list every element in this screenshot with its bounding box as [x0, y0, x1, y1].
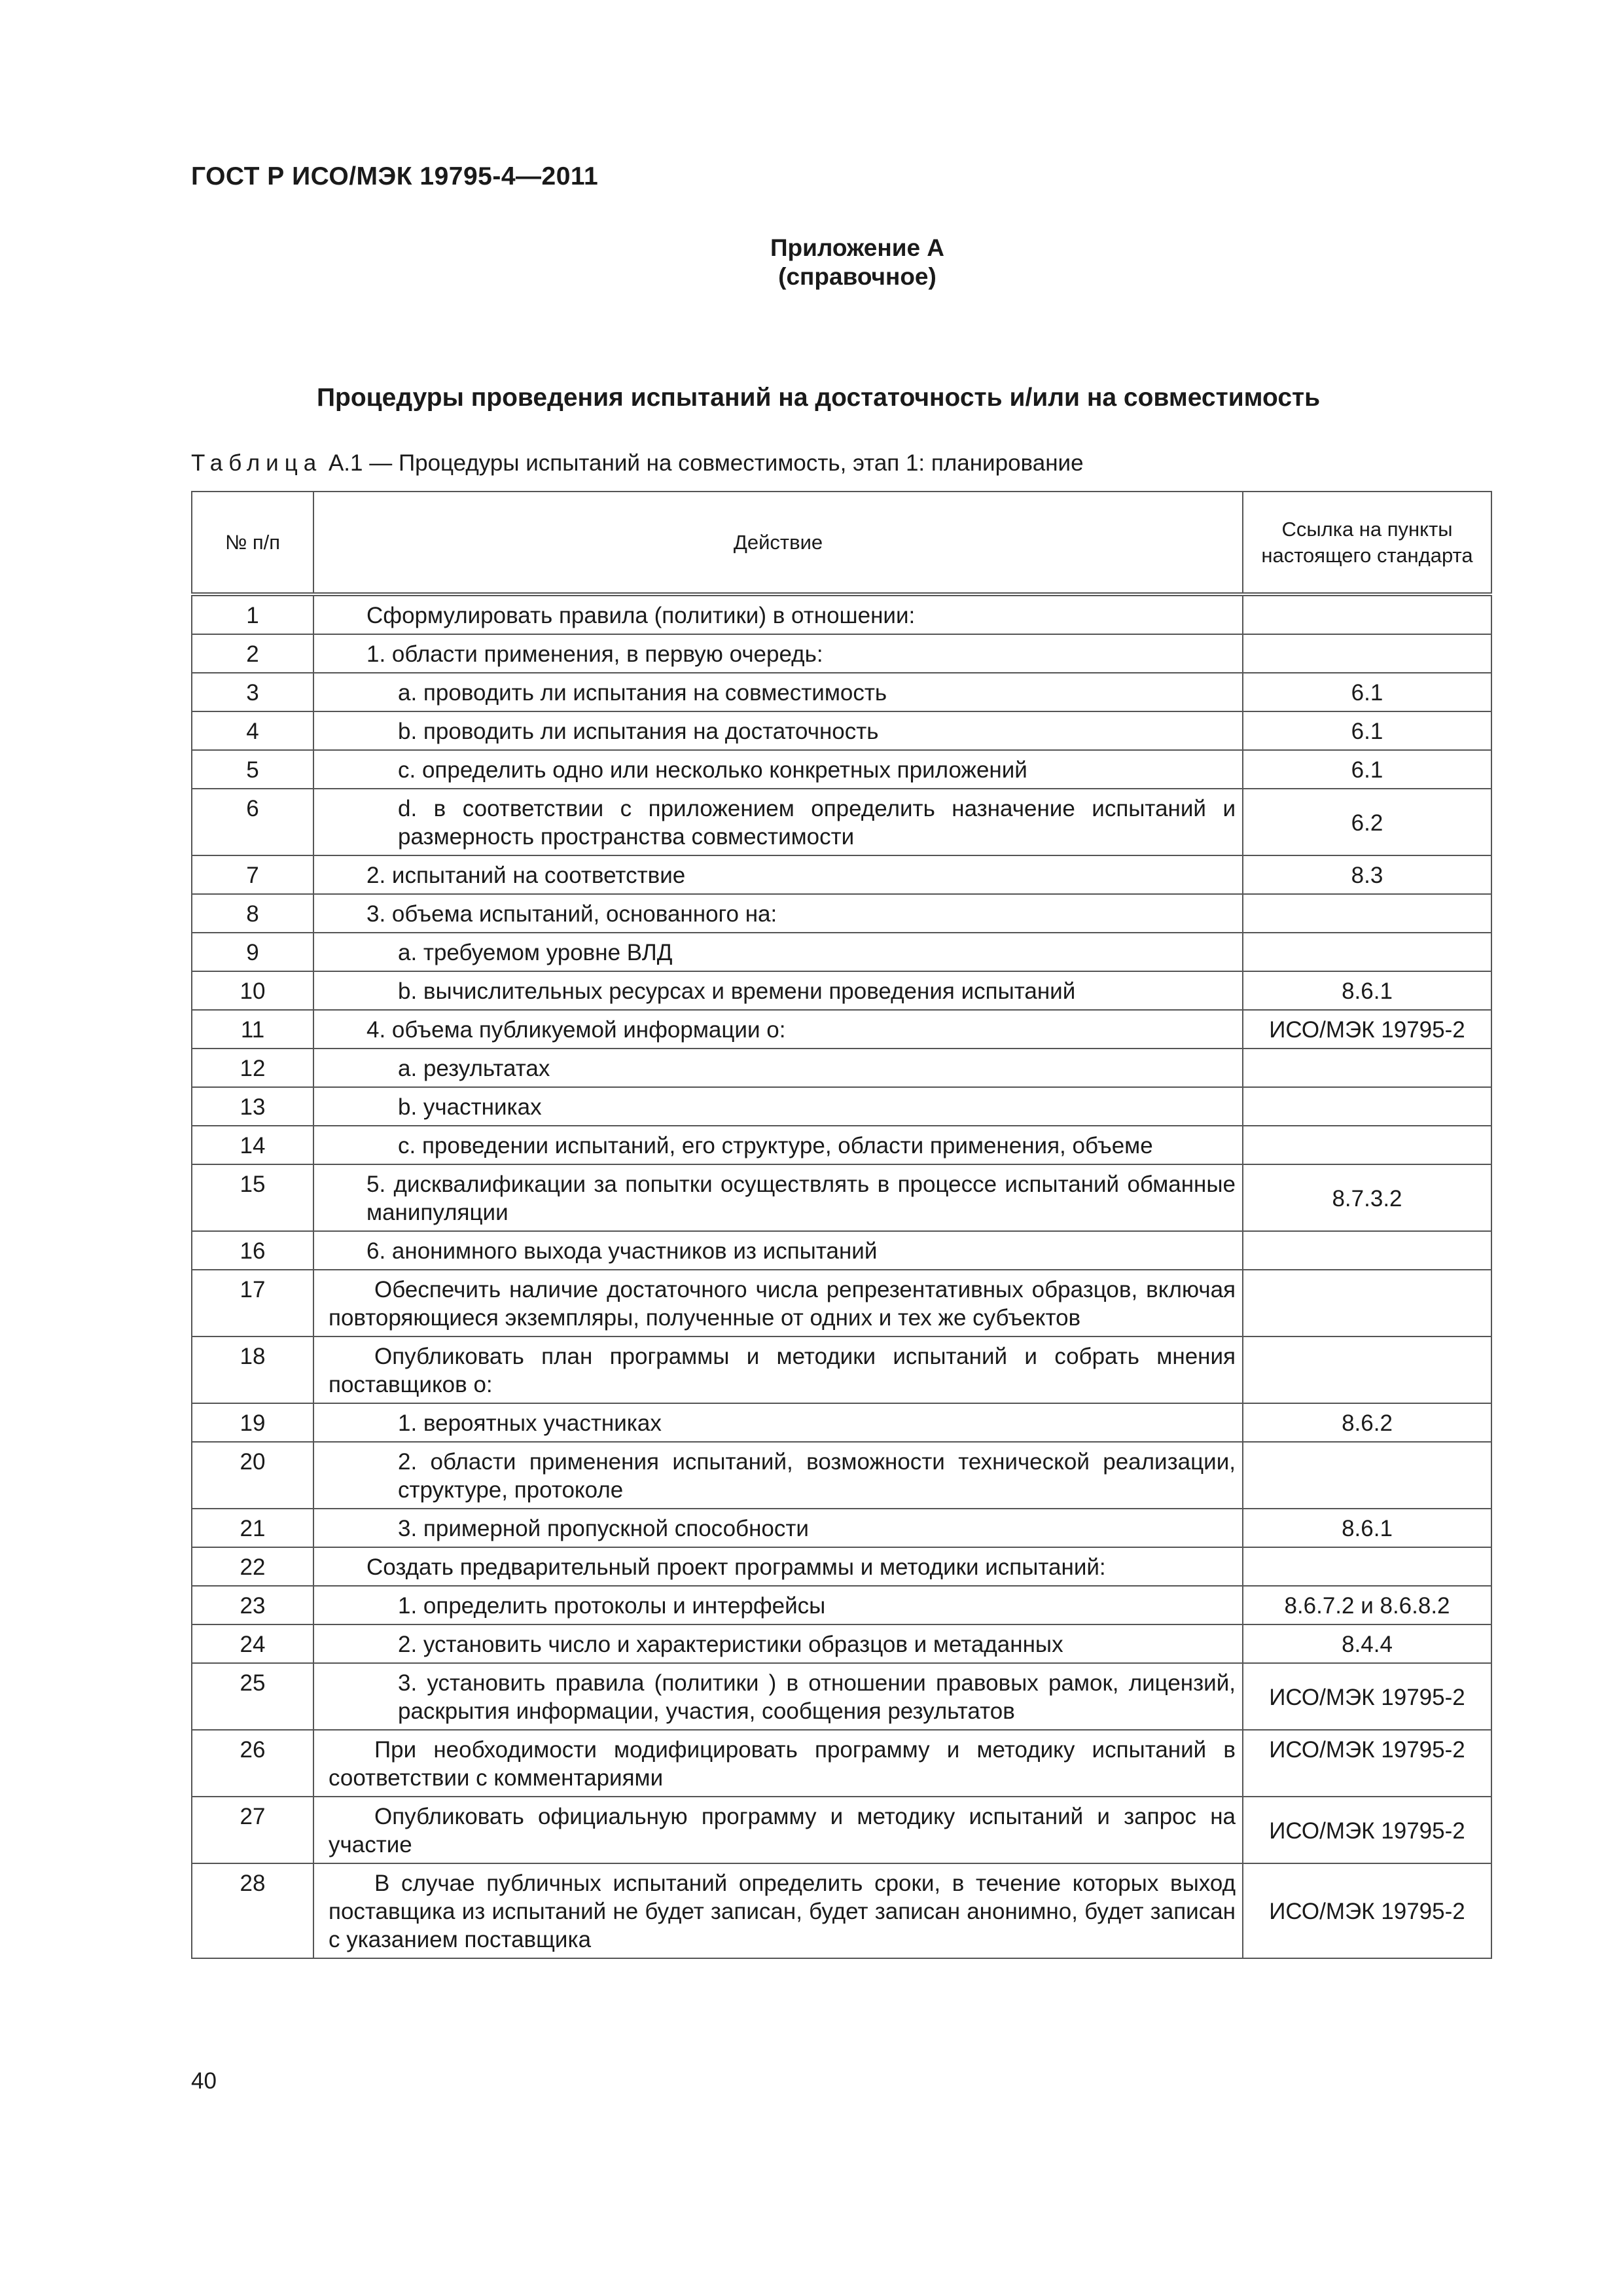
- row-reference: 6.1: [1243, 711, 1491, 750]
- row-action: b. участниках: [313, 1087, 1243, 1126]
- row-reference: [1243, 1270, 1491, 1336]
- row-action: 3. примерной пропускной способности: [313, 1509, 1243, 1547]
- table-row: [192, 634, 1491, 673]
- row-reference: 6.2: [1243, 789, 1491, 855]
- row-reference: ИСО/МЭК 19795-2: [1243, 1797, 1491, 1863]
- row-action: 1. области применения, в первую очередь:: [313, 634, 1243, 673]
- row-number: 25: [192, 1663, 313, 1730]
- row-reference: 8.7.3.2: [1243, 1164, 1491, 1231]
- row-number: 6: [192, 789, 313, 855]
- row-reference: ИСО/МЭК 19795-2: [1243, 1663, 1491, 1730]
- row-number: 27: [192, 1797, 313, 1863]
- row-reference: 8.6.1: [1243, 1509, 1491, 1547]
- row-action: b. проводить ли испытания на достаточность: [313, 711, 1243, 750]
- table-row: [192, 789, 1491, 855]
- table-row: [192, 1164, 1491, 1231]
- row-number: 1: [192, 594, 313, 634]
- row-number: 26: [192, 1730, 313, 1797]
- row-action: 2. испытаний на соответствие: [313, 855, 1243, 894]
- table-row: [192, 1403, 1491, 1442]
- row-number: 17: [192, 1270, 313, 1336]
- row-action: 1. вероятных участниках: [313, 1403, 1243, 1442]
- section-title: Процедуры проведения испытаний на достаточность и/или на совместимость: [317, 384, 1321, 412]
- table-row: [192, 711, 1491, 750]
- table-caption-text: А.1 — Процедуры испытаний на совместимость, этап 1: планирование: [322, 450, 1084, 476]
- table-row: [192, 1624, 1491, 1663]
- table-row: [192, 1049, 1491, 1087]
- row-action: 5. дисквалификации за попытки осуществлять в процессе испытаний обманные манипуляции: [313, 1164, 1243, 1231]
- row-number: 12: [192, 1049, 313, 1087]
- appendix-type: (справочное): [778, 263, 936, 290]
- row-reference: [1243, 594, 1491, 634]
- table-row: [192, 894, 1491, 933]
- row-action: 6. анонимного выхода участников из испытаний: [313, 1231, 1243, 1270]
- row-action: b. вычислительных ресурсах и времени проведения испытаний: [313, 971, 1243, 1010]
- row-number: 7: [192, 855, 313, 894]
- table-body: [192, 594, 1491, 1958]
- table-row: [192, 1547, 1491, 1586]
- row-reference: [1243, 1049, 1491, 1087]
- table-header-row: [192, 492, 1491, 594]
- row-action: 2. области применения испытаний, возможности технической реализации, структуре, протоколе: [313, 1442, 1243, 1509]
- row-number: 28: [192, 1863, 313, 1958]
- row-reference: ИСО/МЭК 19795-2: [1243, 1010, 1491, 1049]
- table-row: [192, 1126, 1491, 1164]
- row-number: 2: [192, 634, 313, 673]
- row-action: c. определить одно или несколько конкретных приложений: [313, 750, 1243, 789]
- table-row: [192, 1231, 1491, 1270]
- table-row: [192, 1270, 1491, 1336]
- table-row: [192, 594, 1491, 634]
- row-number: 5: [192, 750, 313, 789]
- table-row: [192, 1087, 1491, 1126]
- header-action: Действие: [313, 492, 1243, 594]
- row-reference: [1243, 634, 1491, 673]
- row-reference: [1243, 1231, 1491, 1270]
- row-reference: [1243, 1442, 1491, 1509]
- header-number: № п/п: [192, 492, 313, 594]
- row-action: 3. установить правила (политики ) в отношении правовых рамок, лицензий, раскрытия информации, участия, сообщения результатов: [313, 1663, 1243, 1730]
- row-number: 18: [192, 1336, 313, 1403]
- row-reference: [1243, 1547, 1491, 1586]
- row-reference: 8.4.4: [1243, 1624, 1491, 1663]
- table-row: [192, 933, 1491, 971]
- row-number: 11: [192, 1010, 313, 1049]
- row-action: d. в соответствии с приложением определить назначение испытаний и размерность пространства совместимости: [313, 789, 1243, 855]
- table-caption: [191, 450, 1084, 476]
- row-number: 16: [192, 1231, 313, 1270]
- row-action: Опубликовать план программы и методики испытаний и собрать мнения поставщиков о:: [313, 1336, 1243, 1403]
- row-action: 3. объема испытаний, основанного на:: [313, 894, 1243, 933]
- row-action: 4. объема публикуемой информации о:: [313, 1010, 1243, 1049]
- row-reference: 6.1: [1243, 673, 1491, 711]
- table-row: [192, 1586, 1491, 1624]
- row-action: 1. определить протоколы и интерфейсы: [313, 1586, 1243, 1624]
- row-reference: 8.6.1: [1243, 971, 1491, 1010]
- row-number: 14: [192, 1126, 313, 1164]
- table-row: [192, 855, 1491, 894]
- row-reference: [1243, 894, 1491, 933]
- row-number: 3: [192, 673, 313, 711]
- table-row: [192, 673, 1491, 711]
- row-number: 13: [192, 1087, 313, 1126]
- row-reference: ИСО/МЭК 19795-2: [1243, 1863, 1491, 1958]
- row-number: 9: [192, 933, 313, 971]
- row-reference: [1243, 933, 1491, 971]
- row-number: 24: [192, 1624, 313, 1663]
- row-number: 22: [192, 1547, 313, 1586]
- row-reference: 6.1: [1243, 750, 1491, 789]
- row-number: 19: [192, 1403, 313, 1442]
- table-row: [192, 1442, 1491, 1509]
- row-action: 2. установить число и характеристики образцов и метаданных: [313, 1624, 1243, 1663]
- row-action: a. требуемом уровне ВЛД: [313, 933, 1243, 971]
- table-row: [192, 971, 1491, 1010]
- table-row: [192, 750, 1491, 789]
- row-action: При необходимости модифицировать программу и методику испытаний в соответствии с комментариями: [313, 1730, 1243, 1797]
- row-action: Сформулировать правила (политики) в отношении:: [313, 594, 1243, 634]
- row-action: a. результатах: [313, 1049, 1243, 1087]
- row-number: 4: [192, 711, 313, 750]
- document-code: ГОСТ Р ИСО/МЭК 19795-4—2011: [191, 162, 599, 190]
- table-row: [192, 1797, 1491, 1863]
- procedures-table: [191, 491, 1492, 1959]
- procedures-table-container: [191, 491, 1491, 1959]
- table-row: [192, 1509, 1491, 1547]
- row-action: В случае публичных испытаний определить сроки, в течение которых выход поставщика из испытаний не будет записан, будет записан анонимно, будет записан с указанием поставщика: [313, 1863, 1243, 1958]
- table-row: [192, 1863, 1491, 1958]
- row-action: Опубликовать официальную программу и методику испытаний и запрос на участие: [313, 1797, 1243, 1863]
- row-number: 20: [192, 1442, 313, 1509]
- appendix-title: Приложение А: [770, 234, 945, 261]
- row-reference: 8.6.2: [1243, 1403, 1491, 1442]
- row-number: 21: [192, 1509, 313, 1547]
- row-action: Обеспечить наличие достаточного числа репрезентативных образцов, включая повторяющиеся экземпляры, полученные от одних и тех же субъектов: [313, 1270, 1243, 1336]
- row-reference: [1243, 1087, 1491, 1126]
- row-action: a. проводить ли испытания на совместимость: [313, 673, 1243, 711]
- table-caption-prefix: Таблица: [191, 450, 323, 476]
- row-reference: [1243, 1336, 1491, 1403]
- row-number: 23: [192, 1586, 313, 1624]
- row-reference: 8.6.7.2 и 8.6.8.2: [1243, 1586, 1491, 1624]
- row-reference: [1243, 1126, 1491, 1164]
- row-action: Создать предварительный проект программы и методики испытаний:: [313, 1547, 1243, 1586]
- table-row: [192, 1010, 1491, 1049]
- header-reference: Ссылка на пункты настоящего стандарта: [1243, 492, 1491, 594]
- row-reference: ИСО/МЭК 19795-2: [1243, 1730, 1491, 1797]
- table-row: [192, 1663, 1491, 1730]
- row-number: 15: [192, 1164, 313, 1231]
- row-action: c. проведении испытаний, его структуре, области применения, объеме: [313, 1126, 1243, 1164]
- page-number: 40: [191, 2068, 217, 2094]
- table-row: [192, 1730, 1491, 1797]
- table-row: [192, 1336, 1491, 1403]
- row-number: 10: [192, 971, 313, 1010]
- row-number: 8: [192, 894, 313, 933]
- row-reference: 8.3: [1243, 855, 1491, 894]
